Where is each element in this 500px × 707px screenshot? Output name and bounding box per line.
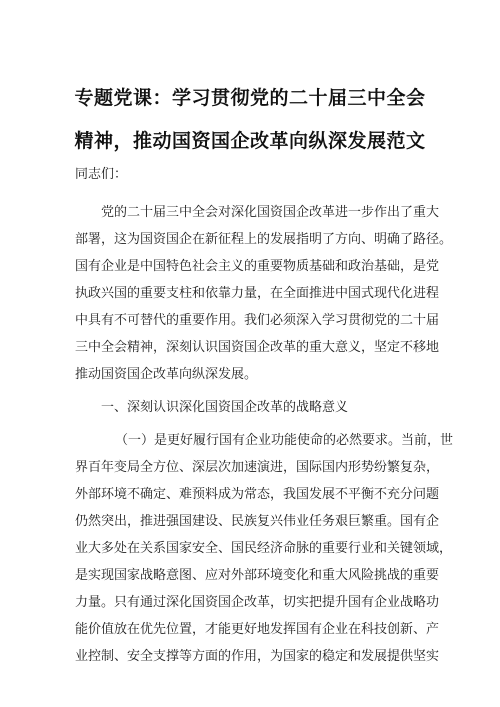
paragraph-2-line: 外部环境不确定、难预料成为常态，我国发展不平衡不充分问题 xyxy=(75,487,440,502)
paragraph-2-line: 力量。只有通过深化国资国企改革，切实把提升国有企业战略功 xyxy=(75,595,440,610)
paragraph-1-line: 中具有不可替代的重要作用。我们必须深入学习贯彻党的二十届 xyxy=(75,313,440,328)
paragraph-2-line: 业大多处在关系国家安全、国民经济命脉的重要行业和关键领域， xyxy=(75,541,453,556)
document-title-line-2: 精神，推动国资国企改革向纵深发展范文 xyxy=(74,130,426,152)
paragraph-2-line: 业控制、安全支撑等方面的作用，为国家的稳定和发展提供坚实 xyxy=(75,649,440,664)
paragraph-1-line: 执政兴国的重要支柱和依靠力量，在全面推进中国式现代化进程 xyxy=(75,286,440,301)
paragraph-1-line: 推动国资国企改革向纵深发展。 xyxy=(75,367,258,382)
section-heading: 一、深刻认识深化国资国企改革的战略意义 xyxy=(101,400,349,415)
greeting: 同志们： xyxy=(75,167,128,182)
paragraph-2-line: （一）是更好履行国有企业功能使命的必然要求。当前，世 xyxy=(115,433,454,448)
paragraph-1-line: 国有企业是中国特色社会主义的重要物质基础和政治基础，是党 xyxy=(75,259,440,274)
paragraph-1-line: 部署，这为国资国企在新征程上的发展指明了方向、明确了路径。 xyxy=(75,232,453,247)
paragraph-1-line: 党的二十届三中全会对深化国资国企改革进一步作出了重大 xyxy=(101,205,440,220)
paragraph-2-line: 是实现国家战略意图、应对外部环境变化和重大风险挑战的重要 xyxy=(75,568,440,583)
paragraph-1-line: 三中全会精神，深刻认识国资国企改革的重大意义，坚定不移地 xyxy=(75,340,440,355)
document-title-line-1: 专题党课：学习贯彻党的二十届三中全会 xyxy=(74,87,426,109)
paragraph-2-line: 界百年变局全方位、深层次加速演进，国际国内形势纷繁复杂， xyxy=(75,460,440,475)
paragraph-2-line: 仍然突出，推进强国建设、民族复兴伟业任务艰巨繁重。国有企 xyxy=(75,514,440,529)
paragraph-2-line: 能价值放在优先位置，才能更好地发挥国有企业在科技创新、产 xyxy=(75,622,440,637)
